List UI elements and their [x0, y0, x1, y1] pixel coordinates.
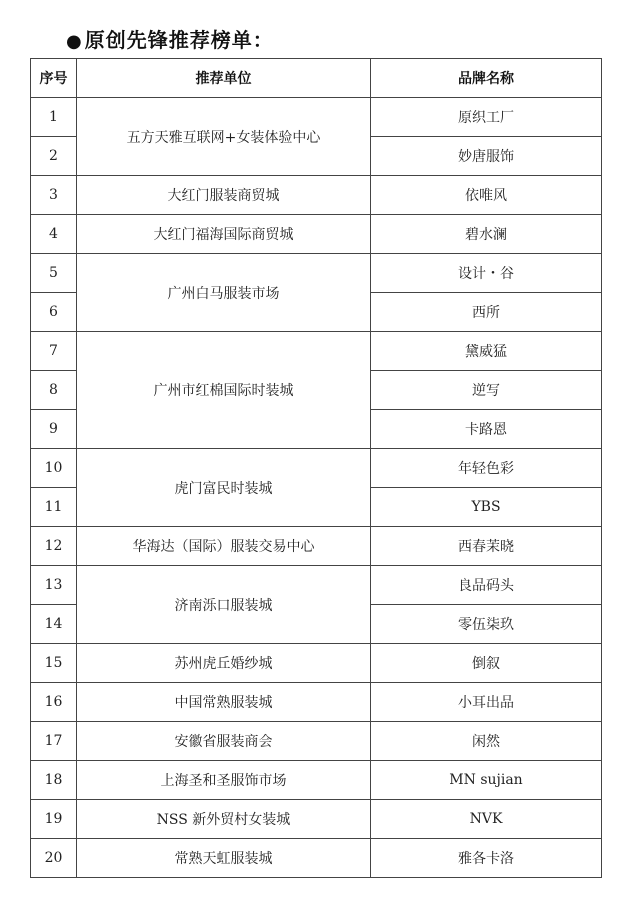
cell-brand: 良品码头 — [371, 566, 602, 605]
table-body — [31, 98, 602, 878]
cell-brand: 黛威猛 — [371, 332, 602, 371]
cell-no: 16 — [31, 683, 77, 722]
cell-unit: 苏州虎丘婚纱城 — [77, 644, 371, 683]
cell-unit: 华海达（国际）服装交易中心 — [77, 527, 371, 566]
bullet-icon: ● — [66, 31, 83, 52]
cell-no: 11 — [31, 488, 77, 527]
cell-brand: 卡路恩 — [371, 410, 602, 449]
cell-brand: YBS — [371, 488, 602, 527]
cell-brand: 妙唐服饰 — [371, 137, 602, 176]
cell-unit: 广州市红棉国际时装城 — [77, 332, 371, 449]
header-unit: 推荐单位 — [77, 59, 371, 98]
table-row — [31, 566, 602, 605]
cell-no: 20 — [31, 839, 77, 878]
cell-brand: 倒叙 — [371, 644, 602, 683]
cell-no: 19 — [31, 800, 77, 839]
cell-no: 13 — [31, 566, 77, 605]
cell-unit: 五方天雅互联网+女装体验中心 — [77, 98, 371, 176]
table-row — [31, 800, 602, 839]
cell-brand: 闲然 — [371, 722, 602, 761]
cell-brand: 原织工厂 — [371, 98, 602, 137]
cell-brand: 年轻色彩 — [371, 449, 602, 488]
cell-brand: 雅各卡洛 — [371, 839, 602, 878]
cell-unit: 中国常熟服装城 — [77, 683, 371, 722]
cell-no: 9 — [31, 410, 77, 449]
table-row — [31, 644, 602, 683]
cell-unit: 广州白马服装市场 — [77, 254, 371, 332]
header-no: 序号 — [31, 59, 77, 98]
cell-no: 14 — [31, 605, 77, 644]
table-row — [31, 839, 602, 878]
cell-unit: 济南泺口服装城 — [77, 566, 371, 644]
cell-no: 7 — [31, 332, 77, 371]
cell-no: 5 — [31, 254, 77, 293]
cell-no: 15 — [31, 644, 77, 683]
cell-no: 12 — [31, 527, 77, 566]
cell-brand: MN sujian — [371, 761, 602, 800]
cell-no: 10 — [31, 449, 77, 488]
cell-brand: 西春茉晓 — [371, 527, 602, 566]
cell-no: 17 — [31, 722, 77, 761]
cell-no: 2 — [31, 137, 77, 176]
cell-unit: 大红门福海国际商贸城 — [77, 215, 371, 254]
header-brand: 品牌名称 — [371, 59, 602, 98]
table-row — [31, 449, 602, 488]
table-row — [31, 527, 602, 566]
cell-brand: 零伍柒玖 — [371, 605, 602, 644]
cell-no: 8 — [31, 371, 77, 410]
title-text: 原创先锋推荐榜单： — [84, 28, 274, 52]
table-row — [31, 98, 602, 137]
table-row — [31, 215, 602, 254]
table-row — [31, 176, 602, 215]
cell-unit: 常熟天虹服装城 — [77, 839, 371, 878]
table-row — [31, 683, 602, 722]
cell-no: 1 — [31, 98, 77, 137]
cell-unit: 虎门富民时装城 — [77, 449, 371, 527]
cell-no: 4 — [31, 215, 77, 254]
cell-brand: NVK — [371, 800, 602, 839]
cell-unit: 安徽省服装商会 — [77, 722, 371, 761]
cell-no: 6 — [31, 293, 77, 332]
table-row — [31, 254, 602, 293]
cell-unit: NSS 新外贸村女装城 — [77, 800, 371, 839]
table-row — [31, 761, 602, 800]
recommendation-table — [30, 58, 602, 878]
cell-brand: 西所 — [371, 293, 602, 332]
table-header-row — [31, 59, 602, 98]
cell-brand: 小耳出品 — [371, 683, 602, 722]
table-row — [31, 332, 602, 371]
cell-unit: 大红门服装商贸城 — [77, 176, 371, 215]
cell-brand: 设计・谷 — [371, 254, 602, 293]
cell-brand: 逆写 — [371, 371, 602, 410]
page-title — [66, 24, 274, 53]
cell-brand: 依唯风 — [371, 176, 602, 215]
cell-brand: 碧水澜 — [371, 215, 602, 254]
cell-no: 18 — [31, 761, 77, 800]
cell-no: 3 — [31, 176, 77, 215]
cell-unit: 上海圣和圣服饰市场 — [77, 761, 371, 800]
table-row — [31, 722, 602, 761]
